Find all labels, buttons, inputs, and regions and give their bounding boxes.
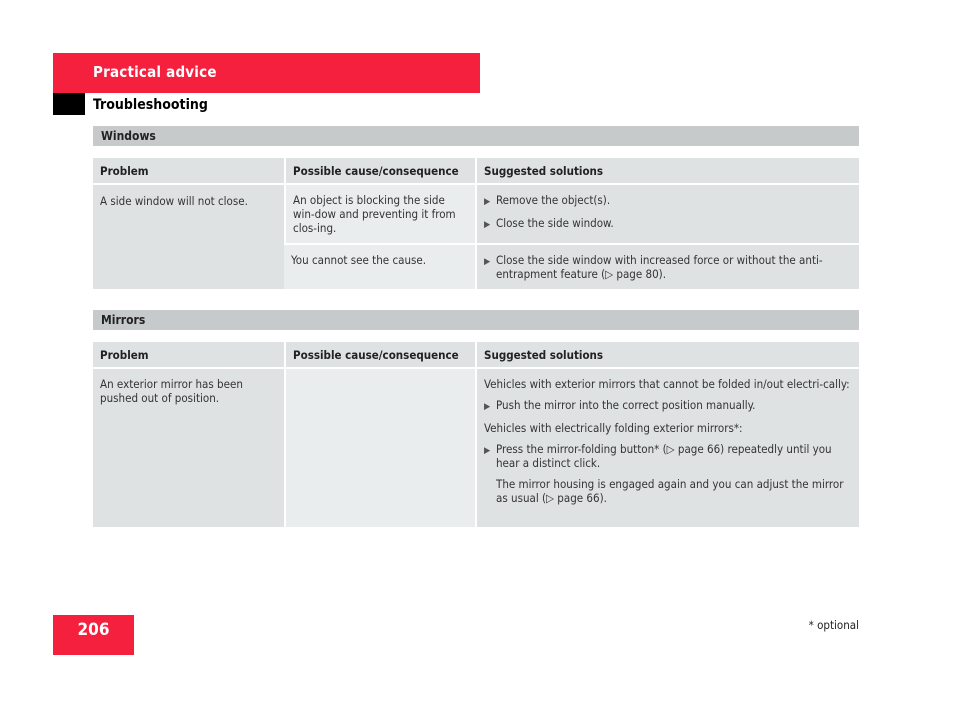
table-row <box>93 185 859 243</box>
solution-step <box>484 216 852 232</box>
arrow-icon: ▶ <box>484 257 491 267</box>
section-title: Practical advice <box>93 63 217 81</box>
footnote: * optional <box>808 618 859 632</box>
page-number: 206 <box>77 620 110 640</box>
solution-intro: Vehicles with exterior mirrors that cannot be folded in/out electri-cally: <box>484 377 850 391</box>
solution-note: The mirror housing is engaged again and you can adjust the mirror as usual (▷ page 66). <box>496 477 844 505</box>
column-header-cause: Possible cause/consequence <box>284 342 475 369</box>
solution-step <box>484 253 852 281</box>
windows-table <box>93 158 859 289</box>
problem-cell: An exterior mirror has been pushed out of position. <box>93 369 284 527</box>
column-header-solutions: Suggested solutions <box>475 158 859 185</box>
mirrors-table <box>93 342 859 527</box>
page-title: Troubleshooting <box>93 97 208 113</box>
solutions-cell <box>475 369 859 527</box>
column-header-cause: Possible cause/consequence <box>284 158 475 185</box>
windows-table-header <box>93 158 859 185</box>
solution-intro: Vehicles with electrically folding exterior mirrors*: <box>484 421 743 435</box>
mirrors-table-header <box>93 342 859 369</box>
solution-step <box>484 398 852 414</box>
arrow-icon: ▶ <box>484 220 491 230</box>
arrow-icon: ▶ <box>484 446 491 456</box>
solution-text: Push the mirror into the correct position manually. <box>496 398 756 412</box>
solution-step <box>484 442 852 470</box>
solution-text: Remove the object(s). <box>496 193 611 207</box>
solution-text: Press the mirror-folding button* (▷ page 66) repeatedly until you hear a distinct click. <box>496 442 832 470</box>
windows-section <box>93 126 859 289</box>
mirrors-section-title: Mirrors <box>93 310 859 330</box>
solutions-cell <box>475 185 859 243</box>
black-tab <box>53 93 85 115</box>
windows-section-title: Windows <box>93 126 859 146</box>
column-header-solutions: Suggested solutions <box>475 342 859 369</box>
table-row <box>93 369 859 527</box>
cause-cell <box>284 369 475 527</box>
column-header-problem: Problem <box>93 342 284 369</box>
solution-text: Close the side window with increased force or without the anti-entrapment feature (▷ page 80). <box>496 253 823 281</box>
solutions-cell <box>475 243 859 289</box>
cause-cell: You cannot see the cause. <box>284 243 475 289</box>
arrow-icon: ▶ <box>484 402 491 412</box>
solution-text: Close the side window. <box>496 216 614 230</box>
problem-cell: A side window will not close. <box>93 185 284 289</box>
cause-cell: An object is blocking the side win-dow and preventing it from clos-ing. <box>284 185 475 243</box>
arrow-icon: ▶ <box>484 197 491 207</box>
mirrors-section <box>93 310 859 527</box>
solution-step <box>484 193 852 209</box>
column-header-problem: Problem <box>93 158 284 185</box>
